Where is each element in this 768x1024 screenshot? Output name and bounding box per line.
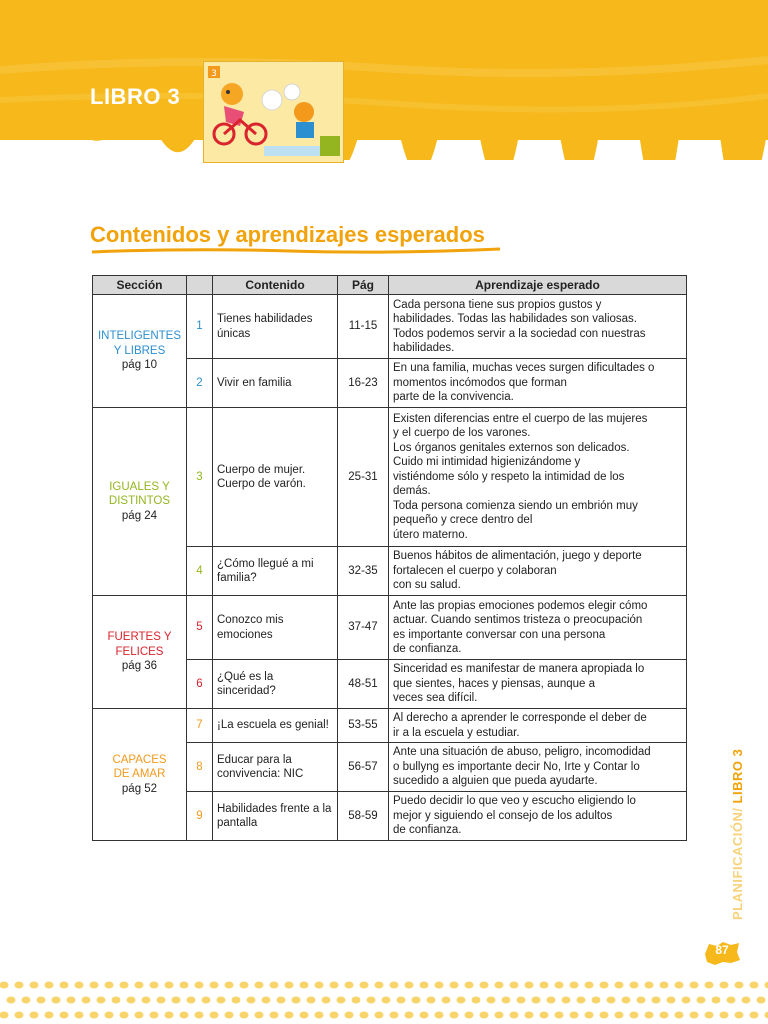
decoration-dot [442,997,451,1004]
decoration-dot [547,997,556,1004]
section-cell-inteligentes [93,295,187,408]
decoration-dot [255,982,264,989]
decoration-dot [405,1012,414,1019]
decoration-dot [382,997,391,1004]
decoration-dot [682,997,691,1004]
decoration-dot [390,1012,399,1019]
contenido-cell: ¿Qué es la sinceridad? [213,660,338,709]
decoration-dot [690,982,699,989]
decoration-dot [255,1012,264,1019]
decoration-dot [510,1012,519,1019]
table-row [93,295,687,359]
section-page: pág 24 [121,509,158,522]
pag-cell: 37-47 [338,596,389,660]
decoration-dot [172,997,181,1004]
decoration-dot [60,1012,69,1019]
decoration-dot [165,982,174,989]
aprendizaje-line: ir a la escuela y estudiar. [393,726,520,739]
book-cover-image [203,61,344,163]
decoration-dot [330,982,339,989]
decoration-dot [150,1012,159,1019]
decoration-dot [345,1012,354,1019]
decoration-dot [292,997,301,1004]
aprendizaje-line: habilidades. [393,342,455,354]
decoration-dot [367,997,376,1004]
decoration-dot [592,997,601,1004]
aprendizaje-line: Toda persona comienza siendo un embrión muy [393,499,638,512]
decoration-dot [105,1012,114,1019]
pag-cell: 16-23 [338,359,389,408]
decoration-dot [112,997,121,1004]
decoration-dot [675,1012,684,1019]
decoration-dot [120,982,129,989]
decoration-dot [690,1012,699,1019]
decoration-dot [180,1012,189,1019]
section-name-line: FELICES [115,645,164,658]
section-cell-capaces [93,709,187,841]
side-label-dark: LIBRO 3 [730,748,745,804]
decoration-dot [562,997,571,1004]
decoration-dot [630,982,639,989]
decoration-dot [570,1012,579,1019]
decoration-dot [225,1012,234,1019]
decoration-dot [75,982,84,989]
aprendizaje-line: mejor y siguiendo el consejo de los adultos [393,809,613,822]
pag-cell: 56-57 [338,743,389,792]
aprendizaje-line: vistiéndome sólo y respeto la intimidad de los [393,470,625,483]
decoration-dot [667,997,676,1004]
contenido-cell: Tienes habilidades únicas [213,295,338,359]
decoration-dot [135,1012,144,1019]
decoration-dot [765,982,768,989]
decoration-dot [585,982,594,989]
decoration-dot [232,997,241,1004]
decoration-dot [705,982,714,989]
decoration-dot [270,982,279,989]
decoration-dot [90,982,99,989]
aprendizaje-line: Cada persona tiene sus propios gustos y [393,298,602,311]
decoration-dot [195,1012,204,1019]
decoration-dot [337,997,346,1004]
section-name-line: FUERTES Y [107,631,172,644]
decoration-dot [750,982,759,989]
aprendizaje-line: Buenos hábitos de alimentación, juego y deporte [393,550,642,563]
decoration-dot [735,982,744,989]
aprendizaje-line: Puedo decidir lo que veo y escucho eligiendo lo [393,795,636,808]
header-aprendizaje: Aprendizaje esperado [389,276,687,295]
aprendizaje-line: con su salud. [393,579,461,592]
bottom-dots-decoration [0,975,768,1024]
decoration-dot [142,997,151,1004]
decoration-dot [615,982,624,989]
aprendizaje-cell [389,408,687,547]
contenido-cell: Educar para la convivencia: NIC [213,743,338,792]
decoration-dot [300,982,309,989]
decoration-dot [75,1012,84,1019]
aprendizaje-line: es importante conversar con una persona [393,628,606,641]
aprendizaje-line: sucedido a alguien que pueda ayudarte. [393,775,598,788]
decoration-dot [262,997,271,1004]
decoration-dot [720,1012,729,1019]
row-number: 6 [187,660,213,709]
decoration-dot [510,982,519,989]
decoration-dot [300,1012,309,1019]
section-name-line: INTELIGENTES [97,330,182,343]
decoration-dot [22,997,31,1004]
decoration-dot [517,997,526,1004]
decoration-dot [30,1012,39,1019]
contents-table [92,275,687,841]
decoration-dot [502,997,511,1004]
decoration-dot [285,982,294,989]
aprendizaje-cell [389,743,687,792]
decoration-dot [465,1012,474,1019]
decoration-dot [127,997,136,1004]
decoration-dot [0,1012,9,1019]
decoration-dot [37,997,46,1004]
aprendizaje-line: Todos podemos servir a la sociedad con nuestras [393,327,646,340]
side-section-label [730,749,745,920]
decoration-dot [607,997,616,1004]
side-label-light: PLANIFICACIÓN/ [730,803,745,920]
section-name-line: DISTINTOS [108,495,171,508]
decoration-dot [727,997,736,1004]
decoration-dot [630,1012,639,1019]
contenido-cell: Vivir en familia [213,359,338,408]
header-contenido: Contenido [213,276,338,295]
decoration-dot [645,982,654,989]
section-name-line: Y LIBRES [113,344,166,357]
decoration-dot [120,1012,129,1019]
aprendizaje-line: Cuido mi intimidad higienizándome y [393,456,581,469]
decoration-dot [315,982,324,989]
row-number: 3 [187,408,213,547]
decoration-dot [532,997,541,1004]
decoration-dot [450,1012,459,1019]
decoration-dot [465,982,474,989]
decoration-dot [82,997,91,1004]
decoration-dot [540,1012,549,1019]
decoration-dot [600,982,609,989]
header-number [187,276,213,295]
decoration-dot [210,1012,219,1019]
aprendizaje-line: útero materno. [393,528,468,541]
decoration-dot [585,1012,594,1019]
contenido-cell: ¡La escuela es genial! [213,709,338,743]
decoration-dot [30,982,39,989]
decoration-dot [15,1012,24,1019]
decoration-dot [322,997,331,1004]
decoration-dot [375,1012,384,1019]
title-underline [90,246,502,256]
decoration-dot [450,982,459,989]
pag-cell: 48-51 [338,660,389,709]
decoration-dot [187,997,196,1004]
row-number: 4 [187,547,213,596]
decoration-dot [225,982,234,989]
row-number: 5 [187,596,213,660]
decoration-dot [307,997,316,1004]
decoration-dot [540,982,549,989]
decoration-dot [525,1012,534,1019]
decoration-dot [495,982,504,989]
decoration-dot [0,982,9,989]
decoration-dot [427,997,436,1004]
decoration-dot [600,1012,609,1019]
decoration-dot [742,997,751,1004]
book-label: LIBRO 3 [90,84,181,109]
decoration-dot [480,982,489,989]
section-cell-iguales [93,408,187,596]
decoration-dot [352,997,361,1004]
aprendizaje-cell [389,547,687,596]
aprendizaje-line: de confianza. [393,824,462,837]
aprendizaje-line: habilidades. Todas las habilidades son valiosas. [393,313,638,325]
row-number: 7 [187,709,213,743]
row-number: 8 [187,743,213,792]
decoration-dot [435,982,444,989]
contenido-cell: Habilidades frente a la pantalla [213,792,338,841]
decoration-dot [652,997,661,1004]
decoration-dot [7,997,16,1004]
aprendizaje-cell [389,596,687,660]
decoration-dot [97,997,106,1004]
section-title: Contenidos y aprendizajes esperados [90,222,485,247]
aprendizaje-line: pequeño y crece dentro del [393,514,533,527]
decoration-dot [210,982,219,989]
decoration-dot [60,982,69,989]
decoration-dot [555,982,564,989]
decoration-dot [420,982,429,989]
decoration-dot [705,1012,714,1019]
row-number: 2 [187,359,213,408]
decoration-dot [555,1012,564,1019]
contenido-cell: Conozco mis emociones [213,596,338,660]
header-brush-edge [0,0,768,160]
decoration-dot [217,997,226,1004]
section-page: pág 10 [121,359,158,372]
pag-cell: 32-35 [338,547,389,596]
decoration-dot [375,982,384,989]
pag-cell: 25-31 [338,408,389,547]
aprendizaje-line: Ante una situación de abuso, peligro, incomodidad [393,746,651,759]
decoration-dot [240,982,249,989]
decoration-dot [330,1012,339,1019]
aprendizaje-line: de confianza. [393,643,462,655]
header-pag: Pág [338,276,389,295]
aprendizaje-line: momentos incómodos que forman [393,376,567,389]
decoration-dot [390,982,399,989]
aprendizaje-cell [389,709,687,743]
row-number: 1 [187,295,213,359]
decoration-dot [90,1012,99,1019]
decoration-dot [157,997,166,1004]
page-number: 87 [715,943,729,957]
decoration-dot [270,1012,279,1019]
aprendizaje-line: Ante las propias emociones podemos elegir cómo [393,599,648,612]
contenido-cell: ¿Cómo llegué a mi familia? [213,547,338,596]
decoration-dot [637,997,646,1004]
decoration-dot [45,982,54,989]
decoration-dot [202,997,211,1004]
row-number: 9 [187,792,213,841]
pag-cell: 53-55 [338,709,389,743]
decoration-dot [345,982,354,989]
section-page: pág 52 [121,782,158,795]
section-cell-fuertes [93,596,187,709]
decoration-dot [285,1012,294,1019]
section-name-line: CAPACES [112,753,167,766]
aprendizaje-line: o bullyng es importante decir No, Irte y Contar lo [393,760,640,773]
table-row [93,709,687,743]
aprendizaje-cell [389,295,687,359]
decoration-dot [165,1012,174,1019]
section-name-line: DE AMAR [113,768,166,781]
table-row [93,596,687,660]
section-name-line: IGUALES Y [109,480,170,493]
decoration-dot [195,982,204,989]
decoration-dot [720,982,729,989]
aprendizaje-line: Al derecho a aprender le corresponde el deber de [393,712,647,724]
decoration-dot [457,997,466,1004]
decoration-dot [52,997,61,1004]
aprendizaje-line: veces sea difícil. [393,692,478,705]
decoration-dot [472,997,481,1004]
table-row [93,408,687,547]
decoration-dot [675,982,684,989]
decoration-dot [480,1012,489,1019]
decoration-dot [397,997,406,1004]
decoration-dot [435,1012,444,1019]
decoration-dot [45,1012,54,1019]
decoration-dot [360,1012,369,1019]
aprendizaje-line: y el cuerpo de los varones. [393,427,531,440]
aprendizaje-line: parte de la convivencia. [393,391,514,404]
aprendizaje-line: Los órganos genitales externos son delicados. [393,441,630,454]
decoration-dot [712,997,721,1004]
aprendizaje-line: En una familia, muchas veces surgen dificultades o [393,362,655,375]
contenido-cell: Cuerpo de mujer. Cuerpo de varón. [213,408,338,547]
decoration-dot [660,982,669,989]
decoration-dot [180,982,189,989]
decoration-dot [735,1012,744,1019]
decoration-dot [420,1012,429,1019]
decoration-dot [750,1012,759,1019]
decoration-dot [360,982,369,989]
pag-cell: 58-59 [338,792,389,841]
decoration-dot [277,997,286,1004]
aprendizaje-line: Sinceridad es manifestar de manera apropiada lo [393,663,645,676]
aprendizaje-cell [389,660,687,709]
decoration-dot [577,997,586,1004]
decoration-dot [487,997,496,1004]
cover-badge: 3 [211,69,217,79]
decoration-dot [135,982,144,989]
aprendizaje-line: fortalecen el cuerpo y colaboran [393,564,557,577]
decoration-dot [105,982,114,989]
decoration-dot [570,982,579,989]
decoration-dot [315,1012,324,1019]
decoration-dot [525,982,534,989]
aprendizaje-line: actuar. Cuando sentimos tristeza o preocupación [393,614,643,626]
decoration-dot [240,1012,249,1019]
decoration-dot [615,1012,624,1019]
decoration-dot [67,997,76,1004]
decoration-dot [645,1012,654,1019]
decoration-dot [15,982,24,989]
decoration-dot [622,997,631,1004]
decoration-dot [765,1012,768,1019]
decoration-dot [405,982,414,989]
header-seccion: Sección [93,276,187,295]
aprendizaje-cell [389,359,687,408]
section-page: pág 36 [121,660,158,673]
decoration-dot [660,1012,669,1019]
table-header-row [93,276,687,295]
decoration-dot [757,997,766,1004]
decoration-dot [495,1012,504,1019]
decoration-dot [247,997,256,1004]
decoration-dot [412,997,421,1004]
aprendizaje-line: Existen diferencias entre el cuerpo de las mujeres [393,412,648,425]
pag-cell: 11-15 [338,295,389,359]
aprendizaje-cell [389,792,687,841]
decoration-dot [150,982,159,989]
aprendizaje-line: demás. [393,485,431,498]
decoration-dot [697,997,706,1004]
aprendizaje-line: que sientes, haces y piensas, aunque a [393,677,596,690]
